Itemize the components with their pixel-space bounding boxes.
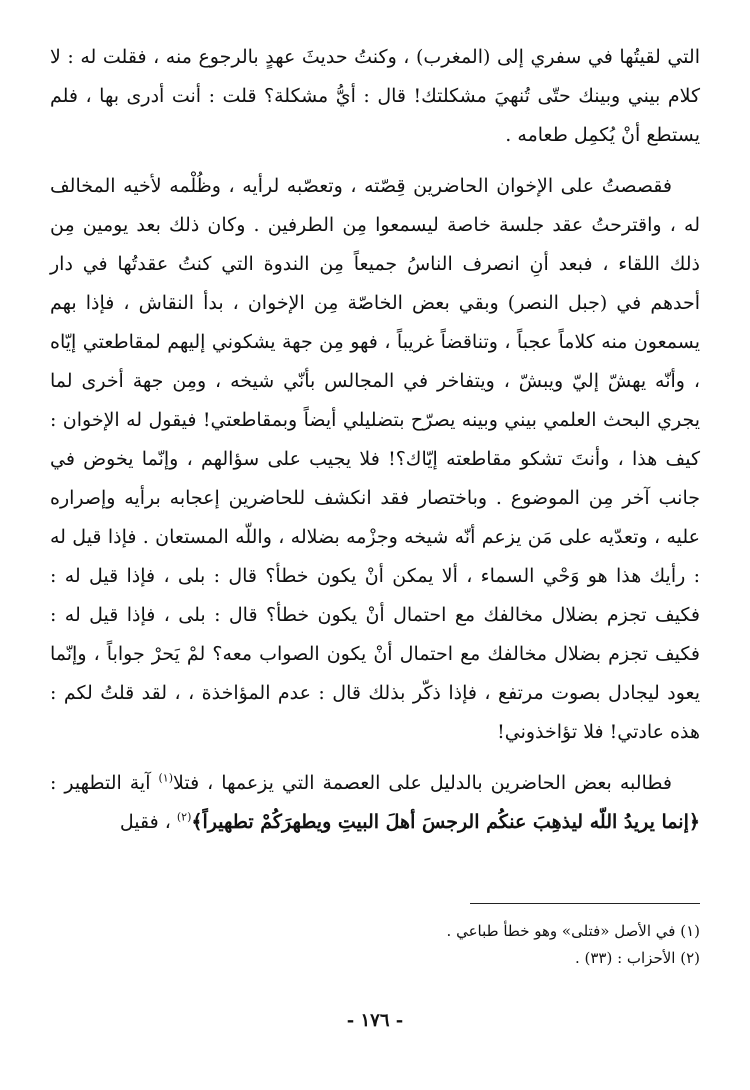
verse-intro-text: فطالبه بعض الحاضرين بالدليل على العصمة التي يزعمها ، فتلا [173,772,672,794]
footnote-1: (١) في الأصل «فتلى» وهو خطأ طباعي . [446,922,700,940]
footnote-2: (٢) الأحزاب : (٣٣) . [574,949,700,967]
page-number: - ١٧٦ - [346,1010,404,1031]
paragraph-continuation: التي لقيتُها في سفري إلى (المغرب) ، وكنتُ حديثَ عهدٍ بالرجوع منه ، فقلت له : لا كلام بيني وبينك حتّى تُنهيَ مشكلتك! قال : أيُّ مشكلة؟ قلت : أنت أدرى بها ، فلم يستطع أنْ يُكمِل طعامه . [50,46,700,146]
quran-verse: ﴿إنما يريدُ اللّه ليذهِبَ عنكُم الرجسَ أهلَ البيتِ ويطهرَكُمْ تطهيراً﴾ [191,811,700,833]
footnote-ref-1: (١) [158,771,174,785]
paragraph-story: فقصصتُ على الإخوان الحاضرين قِصّته ، وتعصّبه لرأيه ، وظُلْمه لأخيه المخالف له ، واقترحتُ عقد جلسة خاصة ليسمعوا مِن الطرفين . وكان ذلك بعد يومين مِن ذلك اللقاء ، فبعد أنِ انصرف الناسُ جميعاً مِن الندوة التي كنتُ عقدتُها في دار أحدهم في (جبل النصر) وبقي بعض الخاصّة مِن الإخوان ، بدأ النقاش ، فإذا بهم يسمعون منه كلاماً عجباً ، وتناقضاً غريباً ، فهو مِن جهة يشكوني إليهم لمقاطعتي إيّاه ، وأنّه يهشّ إليّ ويبشّ ، ويتفاخر في المجالس بأنّي شيخه ، ومِن جهة أخرى لما يجري البحث العلمي بيني وبينه يصرّح بتضليلي أيضاً وبمقاطعتي! فيقول له الإخوان : كيف هذا ، وأنتَ تشكو مقاطعته إيّاك؟! فلا يجيب على سؤالهم ، وإنّما يخوض في جانب آخر مِن الموضوع . وباختصار فقد انكشف للحاضرين إعجابه برأيه وإصراره عليه ، وتعدّيه على مَن يزعم أنّه شيخه وجزْمه بضلاله ، واللّه المستعان . فإذا قيل له : رأيك هذا هو وَحْي السماء ، ألا يمكن أنْ يكون خطأ؟ قال : بلى ، فإذا قيل له : فكيف تجزم بضلال مخالفك مع احتمال أنْ يكون خطأ؟ قال : بلى ، فإذا قيل له : فكيف تجزم بضلال مخالفك مع احتمال أنْ يكون الصواب معه؟ لمْ يَحرْ جواباً ، وإنّما يعود ليجادل بصوت مرتفع ، فإذا ذكّر بذلك قال : عدم المؤاخذة ، ، لقد قلتُ لكم : هذه عادتي! فلا تؤاخذوني! [50,175,700,743]
footnote-ref-2: (٢) [176,810,192,824]
main-text [50,38,700,842]
verse-followup-text: ، فقيل [119,811,177,833]
verse-intro-text-end: آية التطهير : [50,772,159,794]
footnote-divider [470,903,700,904]
footnotes [50,918,700,972]
paragraph-verse [50,764,700,842]
